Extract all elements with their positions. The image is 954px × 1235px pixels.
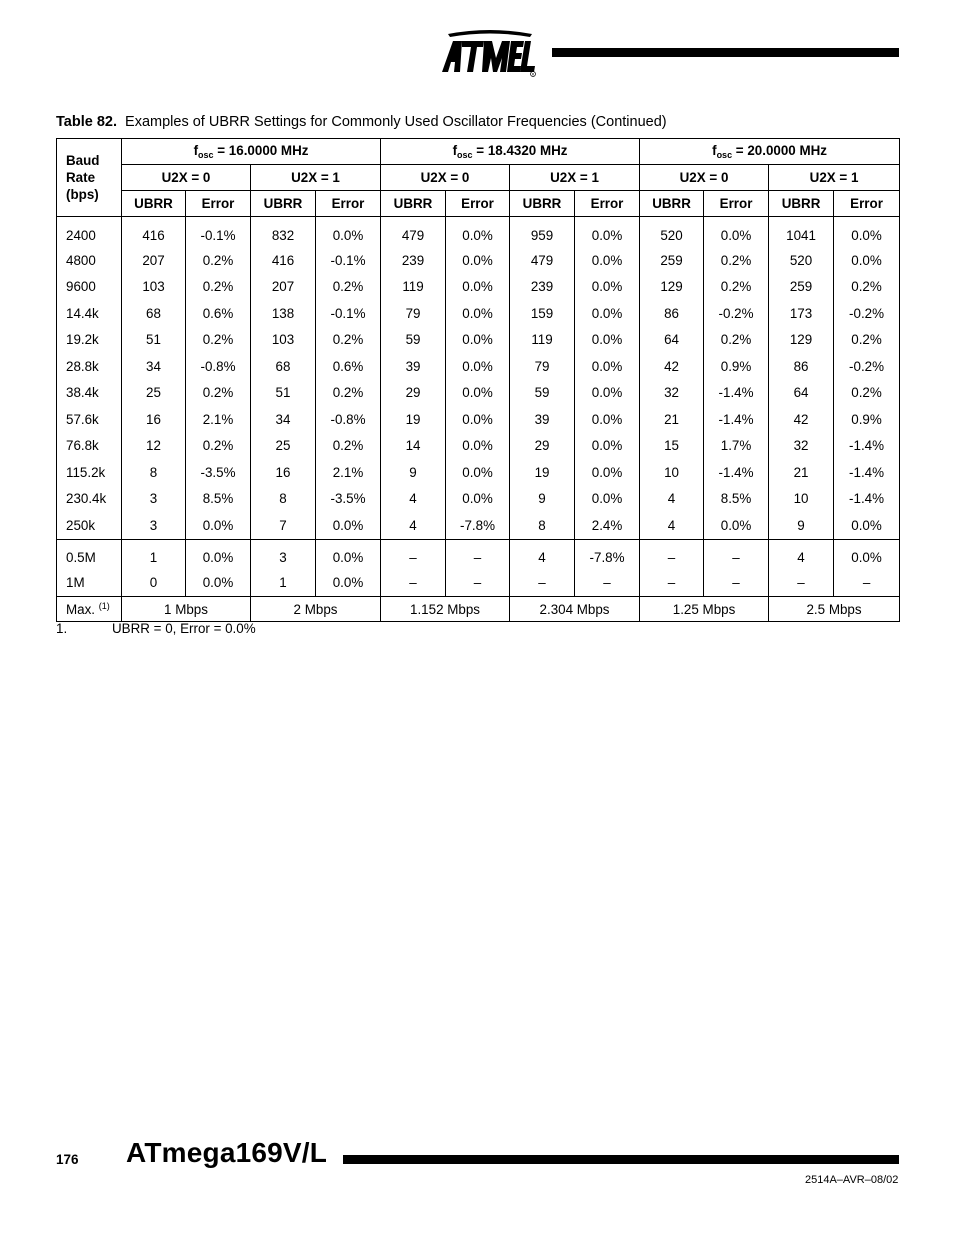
error-cell: 0.0% xyxy=(186,539,251,570)
error-cell: 0.0% xyxy=(575,274,640,301)
error-cell: 0.0% xyxy=(186,512,251,539)
error-cell: -1.4% xyxy=(704,459,769,486)
error-cell: 0.2% xyxy=(186,380,251,407)
error-cell: 2.1% xyxy=(186,406,251,433)
ubrr-cell: 4 xyxy=(510,539,575,570)
error-cell: 0.2% xyxy=(704,327,769,354)
error-cell: 0.2% xyxy=(316,327,381,354)
u2x-header: U2X = 0 xyxy=(122,165,251,191)
table-row xyxy=(57,512,900,539)
error-cell: -0.1% xyxy=(186,217,251,248)
ubrr-cell: 25 xyxy=(122,380,186,407)
baud-rate-cell: 115.2k xyxy=(57,459,122,486)
table-row xyxy=(57,459,900,486)
error-cell: 0.0% xyxy=(446,459,510,486)
ubrr-cell: 8 xyxy=(251,486,316,513)
baud-rate-cell: 2400 xyxy=(57,217,122,248)
ubrr-cell: 59 xyxy=(381,327,446,354)
ubrr-cell: 7 xyxy=(251,512,316,539)
ubrr-cell: 19 xyxy=(381,406,446,433)
error-cell: 0.0% xyxy=(575,353,640,380)
error-cell: -3.5% xyxy=(316,486,381,513)
error-cell: 0.0% xyxy=(446,300,510,327)
ubrr-cell: 3 xyxy=(251,539,316,570)
error-cell: 0.0% xyxy=(704,512,769,539)
error-cell: 0.6% xyxy=(186,300,251,327)
ubrr-cell: 15 xyxy=(640,433,704,460)
error-cell: 0.2% xyxy=(704,247,769,274)
ubrr-cell: 86 xyxy=(640,300,704,327)
ubrr-cell: 416 xyxy=(122,217,186,248)
error-cell: 0.0% xyxy=(575,217,640,248)
ubrr-cell: 103 xyxy=(122,274,186,301)
error-cell: -1.4% xyxy=(834,433,900,460)
u2x-header: U2X = 1 xyxy=(769,165,900,191)
error-cell: 0.0% xyxy=(834,217,900,248)
svg-text:R: R xyxy=(531,72,535,77)
ubrr-cell: 3 xyxy=(122,486,186,513)
error-cell: 0.0% xyxy=(316,570,381,597)
ubrr-cell: 4 xyxy=(381,486,446,513)
error-cell: 0.0% xyxy=(575,247,640,274)
ubrr-cell: 59 xyxy=(510,380,575,407)
ubrr-cell: 34 xyxy=(122,353,186,380)
ubrr-cell: 259 xyxy=(640,247,704,274)
error-cell: -1.4% xyxy=(834,459,900,486)
error-cell: 0.2% xyxy=(316,380,381,407)
osc-header-20mhz: $f_{osc} = 20.0000$ MHz xyxy=(640,139,900,165)
ubrr-cell: 42 xyxy=(769,406,834,433)
error-cell: 0.0% xyxy=(575,300,640,327)
ubrr-cell: 64 xyxy=(769,380,834,407)
document-code: 2514A–AVR–08/02 xyxy=(805,1174,899,1186)
footnote-number: 1. xyxy=(56,621,68,636)
table-row xyxy=(57,406,900,433)
error-cell: -0.8% xyxy=(186,353,251,380)
ubrr-cell: 1041 xyxy=(769,217,834,248)
table-row xyxy=(57,247,900,274)
table-row xyxy=(57,570,900,597)
error-cell: 0.0% xyxy=(575,380,640,407)
error-cell: 0.2% xyxy=(186,327,251,354)
error-cell: 8.5% xyxy=(186,486,251,513)
ubrr-cell: 68 xyxy=(122,300,186,327)
error-cell: -0.2% xyxy=(704,300,769,327)
error-cell: – xyxy=(704,539,769,570)
table-row xyxy=(57,486,900,513)
ubrr-cell: 959 xyxy=(510,217,575,248)
error-cell: 0.0% xyxy=(704,217,769,248)
ubrr-cell: – xyxy=(510,570,575,597)
ubrr-cell: 51 xyxy=(251,380,316,407)
baud-rate-cell: 57.6k xyxy=(57,406,122,433)
ubrr-cell: 79 xyxy=(510,353,575,380)
ubrr-cell: 21 xyxy=(769,459,834,486)
error-cell: – xyxy=(704,570,769,597)
ubrr-cell: 51 xyxy=(122,327,186,354)
ubrr-cell: 129 xyxy=(640,274,704,301)
table-row xyxy=(57,539,900,570)
footnote-ref: (1) xyxy=(98,601,110,611)
caption-text: Examples of UBRR Settings for Commonly Used Oscillator Frequencies (Continued) xyxy=(125,114,667,130)
error-cell: 0.0% xyxy=(575,486,640,513)
ubrr-cell: – xyxy=(769,570,834,597)
ubrr-cell: 42 xyxy=(640,353,704,380)
ubrr-cell: 9 xyxy=(769,512,834,539)
error-column-header: Error xyxy=(316,191,381,217)
max-label-cell: Max. $^{(1)}$ xyxy=(57,597,122,622)
u2x-header: U2X = 1 xyxy=(251,165,381,191)
ubrr-cell: 479 xyxy=(510,247,575,274)
baud-rate-cell: 28.8k xyxy=(57,353,122,380)
footer-rule xyxy=(343,1155,899,1164)
page-number: 176 xyxy=(56,1152,79,1167)
error-cell: 0.0% xyxy=(446,327,510,354)
ubrr-cell: 479 xyxy=(381,217,446,248)
error-cell: 0.0% xyxy=(316,539,381,570)
error-cell: 0.0% xyxy=(446,217,510,248)
ubrr-cell: – xyxy=(381,570,446,597)
error-cell: 0.2% xyxy=(834,327,900,354)
ubrr-cell: 207 xyxy=(251,274,316,301)
ubrr-cell: 159 xyxy=(510,300,575,327)
ubrr-cell: 129 xyxy=(769,327,834,354)
baud-rate-cell: 9600 xyxy=(57,274,122,301)
ubrr-cell: 39 xyxy=(510,406,575,433)
ubrr-cell: 16 xyxy=(122,406,186,433)
error-cell: 0.2% xyxy=(186,433,251,460)
osc-header-16mhz: $f_{osc} = 16.0000$ MHz xyxy=(122,139,381,165)
error-cell: 0.0% xyxy=(446,406,510,433)
baud-rate-cell: 14.4k xyxy=(57,300,122,327)
baud-rate-cell: 0.5M xyxy=(57,539,122,570)
error-cell: -1.4% xyxy=(704,406,769,433)
error-cell: 0.2% xyxy=(316,274,381,301)
ubrr-column-header: UBRR xyxy=(122,191,186,217)
error-cell: 0.0% xyxy=(446,274,510,301)
ubrr-cell: 21 xyxy=(640,406,704,433)
ubrr-cell: 29 xyxy=(381,380,446,407)
error-cell: 0.9% xyxy=(834,406,900,433)
ubrr-cell: 1 xyxy=(251,570,316,597)
error-cell: 0.0% xyxy=(575,406,640,433)
error-cell: 0.0% xyxy=(446,247,510,274)
ubrr-settings-table xyxy=(56,138,900,622)
table-caption xyxy=(56,114,667,130)
error-cell: -3.5% xyxy=(186,459,251,486)
max-rate-cell: 1.25 Mbps xyxy=(640,597,769,622)
error-cell: -0.2% xyxy=(834,353,900,380)
ubrr-cell: 29 xyxy=(510,433,575,460)
atmel-logo-icon xyxy=(440,28,540,78)
ubrr-column-header: UBRR xyxy=(769,191,834,217)
ubrr-cell: 207 xyxy=(122,247,186,274)
ubrr-cell: 19 xyxy=(510,459,575,486)
ubrr-cell: 103 xyxy=(251,327,316,354)
error-cell: -7.8% xyxy=(446,512,510,539)
document-title: ATmega169V/L xyxy=(126,1137,328,1168)
ubrr-cell: 239 xyxy=(381,247,446,274)
table-row xyxy=(57,380,900,407)
ubrr-column-header: UBRR xyxy=(510,191,575,217)
error-cell: 0.0% xyxy=(446,486,510,513)
error-cell: -0.1% xyxy=(316,300,381,327)
error-cell: -0.8% xyxy=(316,406,381,433)
error-cell: -0.1% xyxy=(316,247,381,274)
ubrr-cell: 25 xyxy=(251,433,316,460)
max-rate-cell: 2.304 Mbps xyxy=(510,597,640,622)
baud-rate-cell: 1M xyxy=(57,570,122,597)
ubrr-cell: 12 xyxy=(122,433,186,460)
error-cell: 0.0% xyxy=(446,353,510,380)
error-cell: – xyxy=(446,539,510,570)
ubrr-cell: 10 xyxy=(769,486,834,513)
baud-rate-cell: 19.2k xyxy=(57,327,122,354)
baud-rate-header: Baud Rate (bps) xyxy=(57,139,122,217)
ubrr-cell: 14 xyxy=(381,433,446,460)
error-column-header: Error xyxy=(575,191,640,217)
baud-rate-cell: 250k xyxy=(57,512,122,539)
ubrr-cell: 173 xyxy=(769,300,834,327)
error-cell: 0.2% xyxy=(186,247,251,274)
error-cell: 8.5% xyxy=(704,486,769,513)
error-cell: – xyxy=(834,570,900,597)
error-cell: -1.4% xyxy=(834,486,900,513)
ubrr-cell: 259 xyxy=(769,274,834,301)
ubrr-cell: 32 xyxy=(769,433,834,460)
osc-header-18mhz: $f_{osc} = 18.4320$ MHz xyxy=(381,139,640,165)
ubrr-cell: 34 xyxy=(251,406,316,433)
error-column-header: Error xyxy=(446,191,510,217)
error-cell: 0.0% xyxy=(446,380,510,407)
error-cell: -0.2% xyxy=(834,300,900,327)
table-row xyxy=(57,327,900,354)
ubrr-cell: – xyxy=(381,539,446,570)
error-cell: 0.0% xyxy=(575,433,640,460)
error-cell: 2.1% xyxy=(316,459,381,486)
table-body xyxy=(57,217,900,540)
ubrr-cell: 16 xyxy=(251,459,316,486)
error-cell: 0.0% xyxy=(575,459,640,486)
ubrr-cell: 64 xyxy=(640,327,704,354)
ubrr-cell: 8 xyxy=(510,512,575,539)
error-cell: 0.0% xyxy=(316,512,381,539)
footnote xyxy=(56,621,256,636)
u2x-header: U2X = 0 xyxy=(381,165,510,191)
max-rate-cell: 1.152 Mbps xyxy=(381,597,510,622)
caption-label: Table 82. xyxy=(56,114,117,130)
ubrr-cell: 8 xyxy=(122,459,186,486)
u2x-header: U2X = 1 xyxy=(510,165,640,191)
error-cell: 1.7% xyxy=(704,433,769,460)
ubrr-column-header: UBRR xyxy=(381,191,446,217)
ubrr-cell: 86 xyxy=(769,353,834,380)
ubrr-cell: 832 xyxy=(251,217,316,248)
max-rate-cell: 1 Mbps xyxy=(122,597,251,622)
ubrr-cell: 10 xyxy=(640,459,704,486)
table-row xyxy=(57,217,900,248)
ubrr-cell: 520 xyxy=(640,217,704,248)
ubrr-cell: – xyxy=(640,539,704,570)
ubrr-column-header: UBRR xyxy=(251,191,316,217)
error-cell: 0.0% xyxy=(186,570,251,597)
ubrr-cell: 68 xyxy=(251,353,316,380)
error-cell: 0.2% xyxy=(704,274,769,301)
baud-rate-cell: 4800 xyxy=(57,247,122,274)
ubrr-cell: 138 xyxy=(251,300,316,327)
ubrr-cell: 239 xyxy=(510,274,575,301)
error-column-header: Error xyxy=(704,191,769,217)
error-cell: – xyxy=(575,570,640,597)
max-rate-cell: 2 Mbps xyxy=(251,597,381,622)
table-row xyxy=(57,300,900,327)
column-header-row xyxy=(57,191,900,217)
baud-rate-cell: 76.8k xyxy=(57,433,122,460)
ubrr-cell: 4 xyxy=(640,512,704,539)
header-rule xyxy=(552,48,899,57)
ubrr-cell: 3 xyxy=(122,512,186,539)
baud-rate-cell: 38.4k xyxy=(57,380,122,407)
ubrr-cell: 4 xyxy=(769,539,834,570)
ubrr-cell: 9 xyxy=(381,459,446,486)
table-body-high-rates xyxy=(57,539,900,597)
error-column-header: Error xyxy=(186,191,251,217)
baud-rate-cell: 230.4k xyxy=(57,486,122,513)
error-cell: 0.0% xyxy=(316,217,381,248)
u2x-header: U2X = 0 xyxy=(640,165,769,191)
ubrr-cell: 79 xyxy=(381,300,446,327)
footnote-text: UBRR = 0, Error = 0.0% xyxy=(112,621,256,636)
u2x-header-row xyxy=(57,165,900,191)
ubrr-cell: 4 xyxy=(640,486,704,513)
error-cell: 2.4% xyxy=(575,512,640,539)
ubrr-cell: 0 xyxy=(122,570,186,597)
ubrr-cell: 4 xyxy=(381,512,446,539)
error-cell: – xyxy=(446,570,510,597)
error-cell: 0.2% xyxy=(834,380,900,407)
ubrr-cell: 9 xyxy=(510,486,575,513)
error-column-header: Error xyxy=(834,191,900,217)
ubrr-cell: 39 xyxy=(381,353,446,380)
table-row xyxy=(57,274,900,301)
error-cell: 0.0% xyxy=(446,433,510,460)
error-cell: 0.2% xyxy=(186,274,251,301)
max-rate-cell: 2.5 Mbps xyxy=(769,597,900,622)
error-cell: 0.2% xyxy=(834,274,900,301)
table-row xyxy=(57,433,900,460)
ubrr-cell: 119 xyxy=(381,274,446,301)
ubrr-column-header: UBRR xyxy=(640,191,704,217)
error-cell: 0.0% xyxy=(834,512,900,539)
error-cell: 0.0% xyxy=(834,539,900,570)
ubrr-cell: 520 xyxy=(769,247,834,274)
error-cell: 0.2% xyxy=(316,433,381,460)
ubrr-cell: 32 xyxy=(640,380,704,407)
error-cell: -1.4% xyxy=(704,380,769,407)
error-cell: 0.9% xyxy=(704,353,769,380)
ubrr-cell: 119 xyxy=(510,327,575,354)
error-cell: 0.0% xyxy=(834,247,900,274)
table-row xyxy=(57,353,900,380)
error-cell: 0.6% xyxy=(316,353,381,380)
ubrr-cell: – xyxy=(640,570,704,597)
ubrr-cell: 416 xyxy=(251,247,316,274)
ubrr-cell: 1 xyxy=(122,539,186,570)
error-cell: -7.8% xyxy=(575,539,640,570)
error-cell: 0.0% xyxy=(575,327,640,354)
max-rate-row xyxy=(57,597,900,622)
